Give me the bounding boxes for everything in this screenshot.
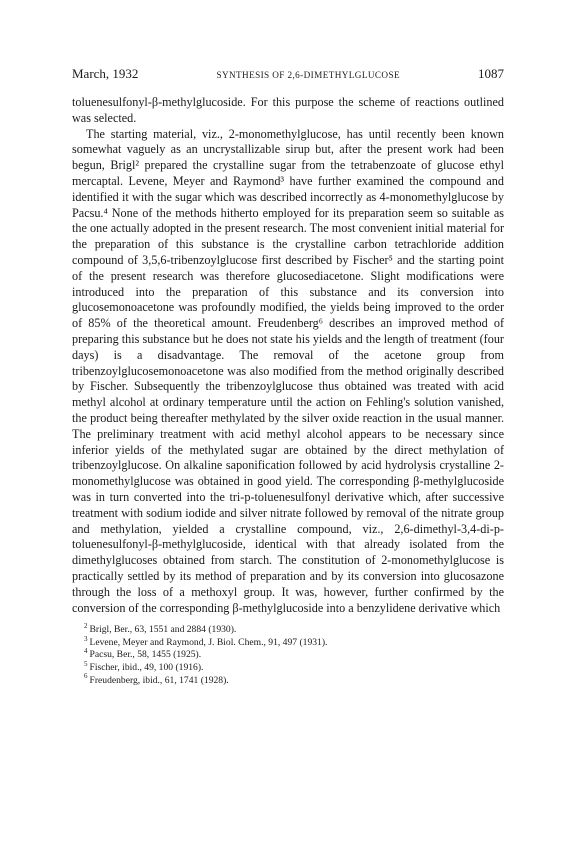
footnote bbox=[72, 649, 504, 662]
header-title: SYNTHESIS OF 2,6-DIMETHYLGLUCOSE bbox=[216, 70, 400, 80]
footnote-text: Levene, Meyer and Raymond, J. Biol. Chem., 91, 497 (1931). bbox=[89, 636, 328, 648]
footnote-text: Brigl, Ber., 63, 1551 and 2884 (1930). bbox=[89, 624, 237, 636]
journal-page bbox=[72, 66, 504, 687]
footnote-mark: 2 bbox=[84, 622, 88, 631]
footnote bbox=[72, 624, 504, 637]
page-number: 1087 bbox=[477, 66, 504, 81]
running-header bbox=[72, 66, 504, 83]
footnotes bbox=[72, 624, 504, 687]
header-date: March, 1932 bbox=[72, 66, 139, 81]
paragraph-starting-material: The starting material, viz., 2-monomethylglucose, has until recently been known somewhat vaguely as an uncrystallizable sirup but, after the present work had been begun, Brigl² prepared the crystalline sugar from the tetrabenzoate of glucose ethyl mercaptal. Levene, Meyer and Raymond³ have further examined the compound and identified it with the sugar which was described incorrectly as 4-monomethylglucose by Pacsu.⁴ None of the methods hitherto employed for its preparation seem so suitable as the one actually adopted in the present research. The most convenient initial material for the preparation of this substance is the crystalline carbon tetrachloride addition compound of 3,5,6-tribenzoylglucose first described by Fischer⁵ and the starting point of the present research was therefore glucosediacetone. Slight modifications were introduced into the preparation of this substance and its conversion into glucosemonoacetone was profoundly modified, the yields being improved to the order of 85% of the theoretical amount. Freudenberg⁶ describes an improved method of preparing this substance but he does not state his yields and the length of treatment (four days) is a disadvantage. The removal of the acetone group from tribenzoylglucosemonoacetone was also modified from the method originally described by Fischer. Subsequently the tribenzoylglucose thus obtained was treated with acid methyl alcohol at ordinary temperature until the action on Fehling's solution vanished, the product being thereafter methylated by the silver oxide reaction in the usual manner. The preliminary treatment with acid methyl alcohol appears to be necessary since inferior yields of the methylated sugar are obtained by the direct methylation of tribenzoylglucose. On alkaline saponification followed by acid hydrolysis crystalline 2-monomethylglucose was obtained in good yield. The corresponding β-methylglucoside was in turn converted into the tri-p-toluenesulfonyl derivative which, after successive treatment with sodium iodide and silver nitrate followed by removal of the nitrate group and methylation, yielded a crystalline compound, viz., 2,6-dimethyl-3,4-di-p-toluenesulfonyl-β-methylglucoside, identical with that already isolated from the dimethylglucoses obtained from starch. The constitution of 2-monomethylglucose is practically settled by its method of preparation and by its conversion into glucosazone through the loss of a methoxyl group. It was, however, further confirmed by the conversion of the corresponding β-methylglucoside into a benzylidene derivative which bbox=[72, 126, 504, 615]
footnote-mark: 6 bbox=[84, 672, 88, 681]
footnote-text: Freudenberg, ibid., 61, 1741 (1928). bbox=[89, 674, 229, 686]
footnote-mark: 3 bbox=[84, 634, 88, 643]
paragraph-continued: toluenesulfonyl-β-methylglucoside. For this purpose the scheme of reactions outlined was selected. bbox=[72, 95, 504, 125]
footnote-text: Fischer, ibid., 49, 100 (1916). bbox=[89, 662, 204, 674]
footnote bbox=[72, 634, 504, 650]
article-body bbox=[72, 95, 504, 616]
footnote-mark: 5 bbox=[84, 659, 88, 668]
footnote bbox=[72, 659, 504, 675]
footnote bbox=[72, 672, 504, 688]
footnote-text: Pacsu, Ber., 58, 1455 (1925). bbox=[89, 649, 202, 661]
footnote-mark: 4 bbox=[84, 647, 88, 656]
